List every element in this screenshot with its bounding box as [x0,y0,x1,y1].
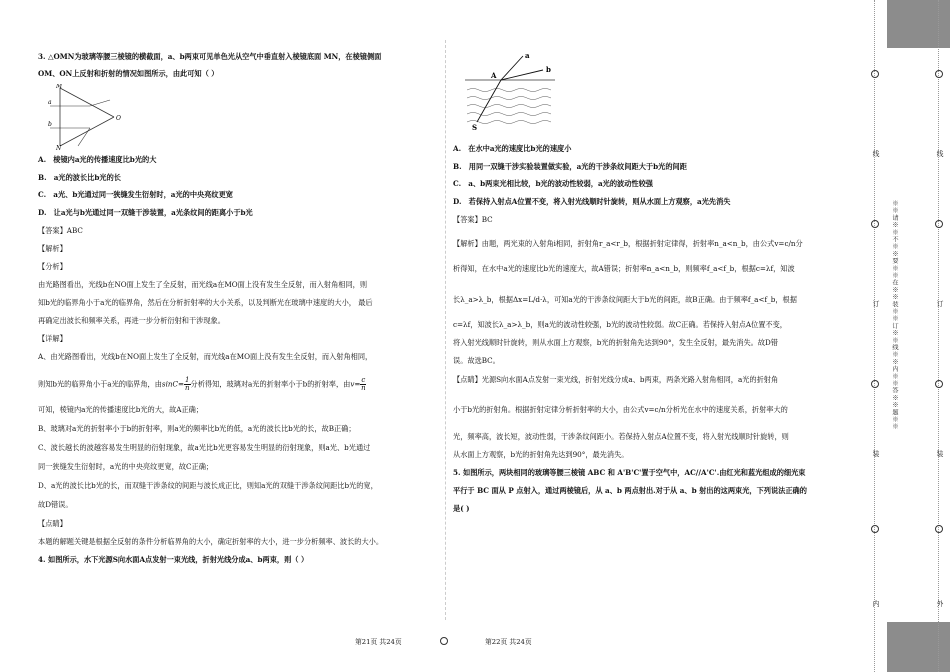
binding-hole-7 [935,380,943,388]
gray-band-bottom [887,622,950,672]
q3-detail-line7: D、a光的波长比b光的长，而双缝干涉条纹的间距与波长成正比，则知a光的双缝干涉条纹间距比b光的宽， [38,481,378,490]
q3-option-c: C. a光、b光通过同一狭缝发生衍射时，a光的中央亮纹更宽 [38,190,233,199]
fig3-label-a: a [48,99,52,106]
margin-label-xian-outer: 线 [871,150,879,158]
q3-detail-line2: 则知b光的临界角小于a光的临界角，由sinC= $\frac{1}{n}$ 分析得知，玻璃对a光的折射率小于b的折射率，由v= $\frac{c}{n}$ [38,376,366,392]
q3-detail-line5: C、波长越长的波越容易发生明显的衍射现象，故a光比b光更容易发生明显的衍射现象，则a光、b光通过 [38,443,371,452]
q4-analysis-line3: 长λ_a>λ_b，根据Δx=L/d·λ，可知a光的干涉条纹间距大于b光的间距，故B正确。由于频率f_a<f_b，根据 [453,295,797,304]
q3-detail-line6: 同一狭缝发生衍射时，a光的中央亮纹更宽，故C正确； [38,462,214,471]
q4-stem: 4. 如图所示，水下光源S向水面A点发射一束光线，折射光线分成a、b两束，则（ ） [38,555,309,564]
q4-dianjing-line4: 从水面上方观察，b光的折射角先达到90°，最先消失。 [453,450,629,459]
q5-stem-line2: 平行于 BC 面从 P 点射入，通过两棱镜后，从 a、b 两点射出.对于从 a、b 射出的这两束光，下列说法正确的 [453,486,807,495]
prism-figure [48,84,133,150]
binding-hole-2 [871,220,879,228]
fig3-label-b: b [48,121,52,128]
q3-stem-line2: OM、ON上反射和折射的情况如图所示，由此可知（ ） [38,69,219,78]
q3-xiangjie-heading: 【详解】 [38,334,67,343]
q3-detail-line8: 故D错误。 [38,500,73,509]
margin-label-ding-outer: 订 [871,300,879,308]
q5-stem-line3: 是( ) [453,504,470,513]
binding-margin [866,0,950,672]
q4-option-a: A. 在水中a光的速度比b光的速度小 [453,144,572,153]
q3-analysis-line1: 由光路图看出，光线b在NO面上发生了全反射，而光线a在MO面上没有发生全反射，而入射角相同，则 [38,280,368,289]
page-footer-left: 第21页 共24页 [355,638,402,646]
q4-dianjing-line2: 小于b光的折射角。根据折射定律分析折射率的大小，由公式v=c/n分析光在水中的速度关系，折射率大的 [453,405,788,414]
margin-label-xian-inner: 线 [935,150,943,158]
binding-hole-5 [935,70,943,78]
margin-label-nei: 内 [871,600,879,608]
q3-dianjing-heading: 【点睛】 [38,519,67,528]
q3-analysis-line2: 知b光的临界角小于a光的临界角，然后在分析折射率的大小关系，以及判断光在玻璃中速度的大小， 最后 [38,298,373,307]
q4-option-b: B. 用同一双缝干涉实验装置做实验，a光的干涉条纹间距大于b光的间距 [453,162,687,171]
page-divider [445,40,446,620]
q4-dianjing-line1: 【点睛】光源S向水面A点发射一束光线，折射光线分成a、b两束，两条光路入射角相同，a光的折射角 [453,375,779,384]
q5-stem-line1: 5. 如图所示，两块相同的玻璃等腰三棱镜 ABC 和 A'B'C'置于空气中，AC//A'C'.由红光和蓝光组成的细光束 [453,468,806,477]
q3-option-a: A. 棱镜内a光的传播速度比b光的大 [38,155,157,164]
fig3-label-o: O [116,115,121,122]
margin-label-zhuang-inner: 装 [935,450,943,458]
q3-detail-line1: A、由光路图看出，光线b在NO面上发生了全反射，而光线a在MO面上没有发生全反射，而入射角相同， [38,352,373,361]
page-footer-right: 第22页 共24页 [485,638,532,646]
q3-detail-line4: B、玻璃对a光的折射率小于b的折射率，则a光的频率比b光的低，a光的波长比b光的长，故B正确； [38,424,356,433]
fig3-label-n: N [56,145,62,150]
gray-band-top [887,0,950,48]
q4-option-c: C. a、b两束光相比较，b光的波动性较弱，a光的波动性较强 [453,179,653,188]
q4-option-d: D. 若保持入射点A位置不变，将入射光线顺时针旋转，则从水面上方观察，a光先消失 [453,197,731,206]
fig4-label-a-point: A [491,71,497,80]
fig4-label-b: b [546,65,551,74]
q4-dianjing-line3: 光，频率高，波长短，波动性弱，干涉条纹间距小。若保持入射点A位置不变，将入射光线顺时针旋转，则 [453,432,789,441]
margin-label-zhuang-outer: 装 [871,450,879,458]
outer-dotted-line [874,0,875,672]
q4-analysis-line5: 将入射光线顺时针旋转，则从水面上方观察，b光的折射角先达到90°，发生全反射，最先消失。故D错 [453,338,778,347]
binding-hole-8 [935,525,943,533]
q3-stem-line1: 3. △OMN为玻璃等腰三棱镜的横截面，a、b两束可见单色光从空气中垂直射入棱镜底面 MN，在棱镜侧面 [38,52,382,61]
binding-hole-1 [871,70,879,78]
fig4-label-a: a [525,51,530,60]
q4-answer: 【答案】BC [453,215,493,224]
binding-hole-6 [935,220,943,228]
water-refraction-figure [461,50,561,132]
fig3-label-m: M [56,84,63,90]
binding-hole-3 [871,380,879,388]
q3-fenxi-heading: 【分析】 [38,262,67,271]
q4-analysis-line4: c=λf，知波长λ_a>λ_b，则a光的波动性较强，b光的波动性较弱。故C正确。若保持入射点A位置不变， [453,320,787,329]
q3-answer: 【答案】ABC [38,226,83,235]
fig4-label-s: S [472,123,478,132]
q3-option-d: D. 让a光与b光通过同一双缝干涉装置，a光条纹间的距离小于b光 [38,208,253,217]
q4-analysis-line2: 析得知，在水中a光的速度比b光的速度大，故A错误；折射率n_a<n_b，则频率f_a<f_b，根据c=λf，知波 [453,264,795,273]
q3-detail-line3: 可知，棱镜内a光的传播速度比b光的大，故A正确； [38,405,204,414]
q3-analysis-line3: 再确定出波长和频率关系，再进一步分析衍射和干涉现象。 [38,316,225,325]
q3-dianjing-line1: 本题的解题关键是根据全反射的条件分析临界角的大小，确定折射率的大小，进一步分析频率、波长的大小。 [38,537,384,546]
page-separator-circle [440,637,448,645]
q3-option-b: B. a光的波长比b光的长 [38,173,121,182]
inner-dotted-line [938,0,939,672]
q4-analysis-line6: 误。故选BC。 [453,356,500,365]
do-not-answer-warning: ※※请※※不※※要※※在※※装※※订※※线※※内※※答※※题※※ [891,200,898,431]
q4-analysis-line1: 【解析】由题，两光束的入射角i相同，折射角r_a<r_b，根据折射定律得，折射率n_a<n_b，由公式v=c/n分 [453,239,803,248]
margin-label-ding-inner: 订 [935,300,943,308]
binding-hole-4 [871,525,879,533]
q3-jiexi-heading: 【解析】 [38,244,67,253]
margin-label-wai: 外 [935,600,943,608]
